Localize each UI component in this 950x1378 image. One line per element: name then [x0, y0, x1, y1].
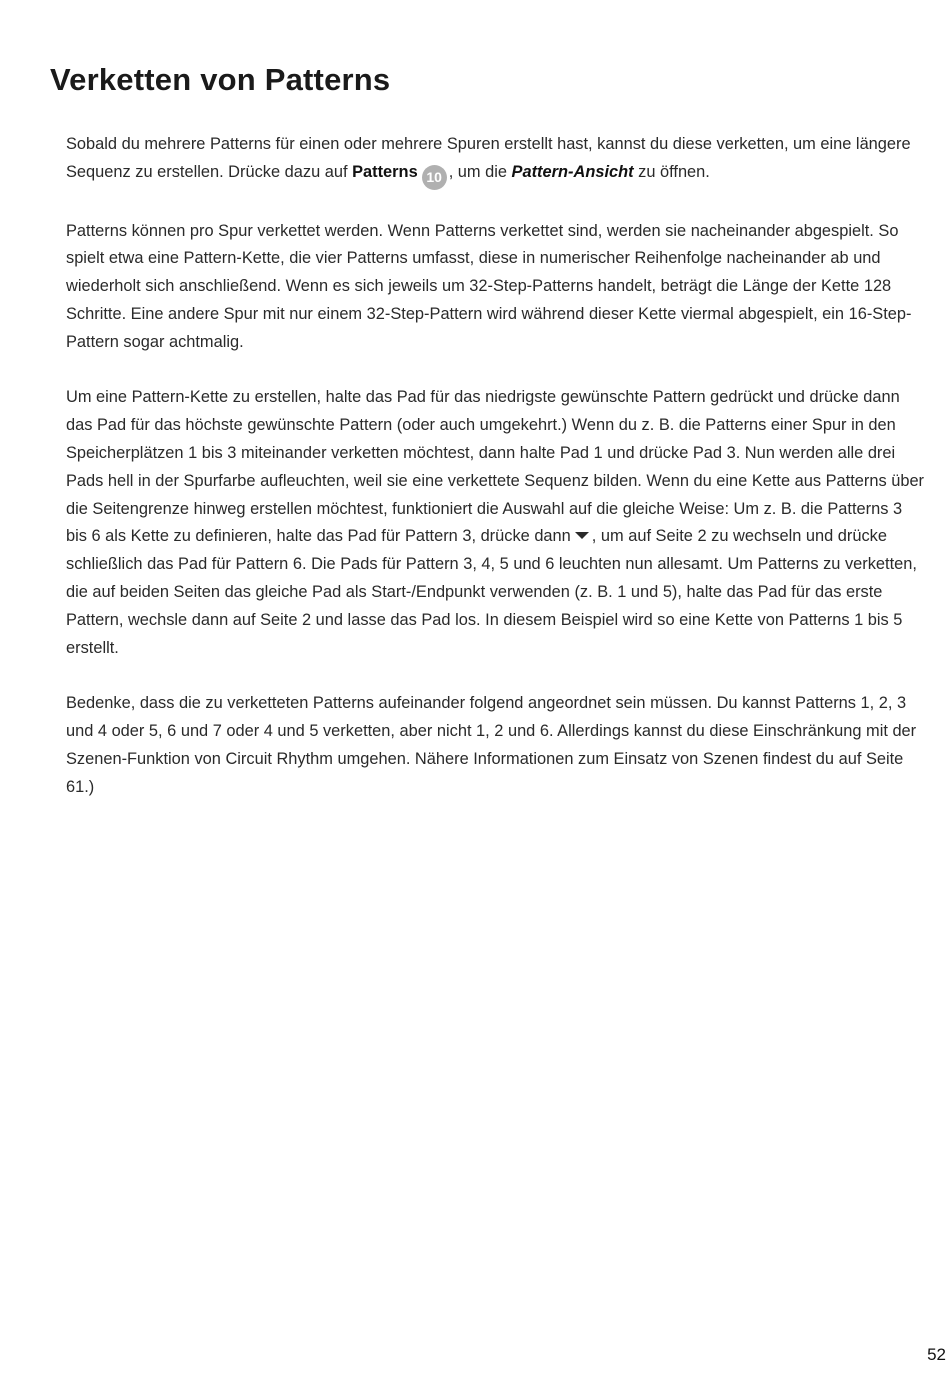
- paragraph-intro: [66, 131, 926, 190]
- paragraph-consecutive-note: [66, 690, 926, 801]
- paragraph-intro-text-3: zu öffnen.: [633, 162, 710, 181]
- paragraph-create-chain-text-2: , um auf Seite 2 zu wechseln und drücke schließlich das Pad für Pattern 6. Die Pads für Pattern 3, 4, 5 und 6 leuchten nun allesamt. Um Patterns zu verketten, die auf beiden Seiten das gleiche Pad als Start-/Endpunkt verwenden (z. B. 1 und 5), halte das Pad für das erste Pattern, wechsle dann auf Seite 2 und lasse das Pad los. In diesem Beispiel wird so eine Kette von Patterns 1 bis 5 erstellt.: [66, 527, 917, 657]
- page-number: 52: [927, 1345, 946, 1364]
- patterns-button-label: Patterns: [352, 162, 418, 181]
- patterns-button-number-badge: 10: [422, 165, 447, 190]
- paragraph-intro-text-2: , um die: [448, 162, 512, 181]
- down-arrow-icon: [575, 532, 589, 539]
- paragraph-create-chain-text-1: Um eine Pattern-Kette zu erstellen, halte das Pad für das niedrigste gewünschte Pattern gedrückt und drücke dann das Pad für das höchste gewünschte Pattern (oder auch umgekehrt.) Wenn du z. B. die Patterns einer Spur in den Speicherplätzen 1 bis 3 miteinander verketten möchtest, dann halte Pad 1 und drücke Pad 3. Nun werden alle drei Pads hell in der Spurfarbe aufleuchten, weil sie eine verkettete Sequenz bilden. Wenn du eine Kette aus Patterns über die Seitengrenze hinweg erstellen möchtest, funktioniert die Auswahl auf die gleiche Weise: Um z. B. die Patterns 3 bis 6 als Kette zu definieren, halte das Pad für Pattern 3, drücke dann: [66, 388, 925, 546]
- page-reference-link[interactable]: Seite 61: [66, 749, 904, 796]
- paragraph-intro-text-1: Sobald du mehrere Patterns für einen oder mehrere Spuren erstellt hast, kannst du diese verketten, um eine längere Sequenz zu erstellen. Drücke dazu auf: [66, 135, 911, 181]
- pattern-view-name: Pattern-Ansicht: [511, 162, 634, 181]
- paragraph-chaining-per-track: Patterns können pro Spur verkettet werden. Wenn Patterns verkettet sind, werden sie nacheinander abgespielt. So spielt etwa eine Pattern-Kette, die vier Patterns umfasst, diese in numerischer Reihenfolge nacheinander ab und wiederholt sich anschließend. Wenn es sich jeweils um 32-Step-Patterns handelt, beträgt die Länge der Kette 128 Schritte. Eine andere Spur mit nur einem 32-Step-Pattern wird während dieser Kette viermal abgespielt, ein 16-Step-Pattern sogar achtmalig.: [66, 221, 912, 351]
- paragraph-create-chain: [66, 384, 926, 662]
- body-text: [66, 131, 926, 829]
- page-title: Verketten von Patterns: [50, 62, 391, 97]
- paragraph-consecutive-note-text-2: .): [84, 777, 95, 796]
- paragraph-consecutive-note-text-1: Bedenke, dass die zu verketteten Patterns aufeinander folgend angeordnet sein müssen. Du kannst Patterns 1, 2, 3 und 4 oder 5, 6 und 7 oder 4 und 5 verketten, aber nicht 1, 2 und 6. Allerdings kannst du diese Einschränkung mit der Szenen-Funktion von Circuit Rhythm umgehen. Nähere Informationen zum Einsatz von Szenen findest du auf: [66, 694, 917, 768]
